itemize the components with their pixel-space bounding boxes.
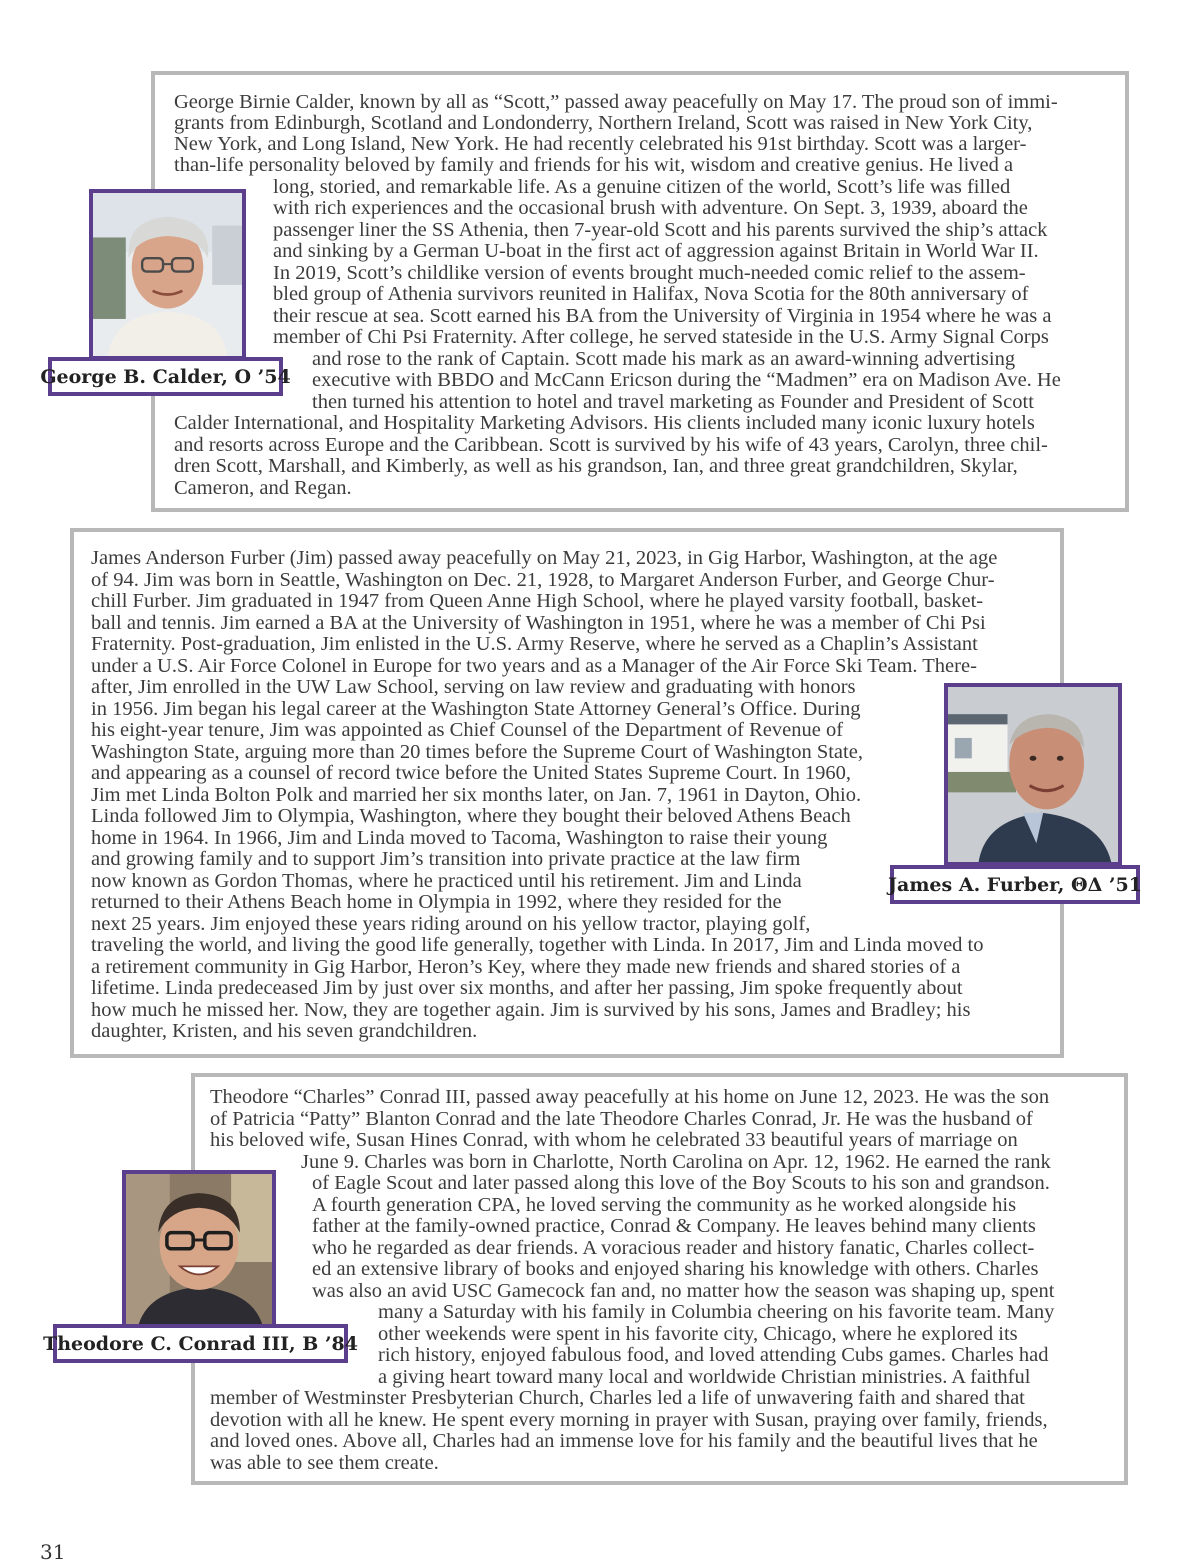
obituary-text-line: passenger liner the SS Athenia, then 7-year-old Scott and his parents survived the ship’s attack xyxy=(273,219,1048,241)
obituary-text-line: rich history, enjoyed fabulous food, and loved attending Cubs games. Charles had xyxy=(378,1344,1049,1366)
obituary-text-line: dren Scott, Marshall, and Kimberly, as well as his grandson, Ian, and three great grandchildren, Skylar, xyxy=(174,455,1018,477)
obituary-text-line: lifetime. Linda predeceased Jim by just over six months, and after her passing, Jim spoke frequently about xyxy=(91,977,963,999)
obituary-text-line: traveling the world, and living the good life generally, together with Linda. In 2017, Jim and Linda moved to xyxy=(91,934,984,956)
obituary-text-line: how much he missed her. Now, they are together again. Jim is survived by his sons, James and Bradley; his xyxy=(91,999,971,1021)
obituary-text-line: Calder International, and Hospitality Marketing Advisors. His clients included many iconic luxury hotels xyxy=(174,412,1035,434)
obituary-text-line: and loved ones. Above all, Charles had an immense love for his family and the beautiful lives that he xyxy=(210,1430,1038,1452)
obituary-text-line: a retirement community in Gig Harbor, Heron’s Key, where they made new friends and shared stories of a xyxy=(91,956,961,978)
portrait-photo-gray-haired-man-glasses xyxy=(93,193,242,356)
obituary-text-line: James Anderson Furber (Jim) passed away peacefully on May 21, 2023, in Gig Harbor, Washington, at the age xyxy=(91,547,998,569)
obituary-text-line: his beloved wife, Susan Hines Conrad, with whom he celebrated 33 beautiful years of marriage on xyxy=(210,1129,1018,1151)
portrait-photo-smiling-man-glasses xyxy=(126,1174,272,1328)
obituary-text-line: home in 1964. In 1966, Jim and Linda moved to Tacoma, Washington to raise their young xyxy=(91,827,828,849)
obituary-text-line: was able to see them create. xyxy=(210,1452,439,1474)
obituary-text-line: a giving heart toward many local and worldwide Christian ministries. A faithful xyxy=(378,1366,1031,1388)
obituary-text-line: Washington State, arguing more than 20 times before the Supreme Court of Washington State, xyxy=(91,741,863,763)
obituary-text-line: his eight-year tenure, Jim was appointed as Chief Counsel of the Department of Revenue of xyxy=(91,719,844,741)
obituary-text-line: devotion with all he knew. He spent every morning in prayer with Susan, praying over family, friends, xyxy=(210,1409,1048,1431)
obituary-text-line: under a U.S. Air Force Colonel in Europe for two years and as a Manager of the Air Force Ski Team. There- xyxy=(91,655,977,677)
obituary-text-line: of 94. Jim was born in Seattle, Washington on Dec. 21, 1928, to Margaret Anderson Furber, and George Chur- xyxy=(91,569,995,591)
obituary-text-line: member of Westminster Presbyterian Church, Charles led a life of unwavering faith and shared that xyxy=(210,1387,1025,1409)
obituary-text-line: and growing family and to support Jim’s transition into private practice at the law firm xyxy=(91,848,801,870)
obituary-text-line: father at the family-owned practice, Conrad & Company. He leaves behind many clients xyxy=(312,1215,1036,1237)
obituary-text-line: other weekends were spent in his favorite city, Chicago, where he explored its xyxy=(378,1323,1018,1345)
obituary-text-line: many a Saturday with his family in Columbia cheering on his favorite team. Many xyxy=(378,1301,1055,1323)
obituary-text-line: New York, and Long Island, New York. He had recently celebrated his 91st birthday. Scott was a larger- xyxy=(174,133,1027,155)
obituary-text-line: Cameron, and Regan. xyxy=(174,477,352,499)
obituary-text-line: ed an extensive library of books and enjoyed sharing his knowledge with others. Charles xyxy=(312,1258,1039,1280)
obituary-text-line: George Birnie Calder, known by all as “Scott,” passed away peacefully on May 17. The proud son of immi- xyxy=(174,91,1058,113)
obituary-text-line: executive with BBDO and McCann Ericson during the “Madmen” era on Madison Ave. He xyxy=(312,369,1061,391)
obituary-text-line: ball and tennis. Jim earned a BA at the University of Washington in 1951, where he was a member of Chi Psi xyxy=(91,612,986,634)
obituary-text-line: after, Jim enrolled in the UW Law School, serving on law review and graduating with honors xyxy=(91,676,856,698)
portrait-photo-furber xyxy=(944,683,1122,866)
obituary-text-line: and rose to the rank of Captain. Scott made his mark as an award-winning advertising xyxy=(312,348,1016,370)
obituary-text-line: June 9. Charles was born in Charlotte, North Carolina on Apr. 12, 1962. He earned the rank xyxy=(301,1151,1051,1173)
obituary-text-line: grants from Edinburgh, Scotland and Londonderry, Northern Ireland, Scott was raised in New York City, xyxy=(174,112,1033,134)
obituary-text-line: and resorts across Europe and the Caribbean. Scott is survived by his wife of 43 years, Carolyn, three chil- xyxy=(174,434,1048,456)
obituary-text-line: and sinking by a German U-boat in the first act of aggression against Britain in World War II. xyxy=(273,240,1039,262)
obituary-text-line: daughter, Kristen, and his seven grandchildren. xyxy=(91,1020,478,1042)
obituary-text-line: In 2019, Scott’s childlike version of events brought much-needed comic relief to the assem- xyxy=(273,262,1026,284)
portrait-photo-conrad xyxy=(122,1170,276,1332)
obituary-text-line: and appearing as a counsel of record twice before the United States Supreme Court. In 1960, xyxy=(91,762,851,784)
obituary-text-line: A fourth generation CPA, he loved serving the community as he worked alongside his xyxy=(312,1194,1017,1216)
portrait-photo-calder xyxy=(89,189,246,360)
obituary-text-line: long, storied, and remarkable life. As a genuine citizen of the world, Scott’s life was filled xyxy=(273,176,1011,198)
obituary-text-line: Jim met Linda Bolton Polk and married her six months later, on Jan. 7, 1961 in Dayton, Ohio. xyxy=(91,784,862,806)
page-number: 31 xyxy=(40,1540,66,1564)
obituary-text-line: of Patricia “Patty” Blanton Conrad and the late Theodore Charles Conrad, Jr. He was the husband of xyxy=(210,1108,1033,1130)
obituary-text-line: in 1956. Jim began his legal career at the Washington State Attorney General’s Office. During xyxy=(91,698,861,720)
obituary-text-line: member of Chi Psi Fraternity. After college, he served stateside in the U.S. Army Signal Corps xyxy=(273,326,1049,348)
portrait-photo-smiling-older-man xyxy=(948,687,1118,862)
obituary-text-line: chill Furber. Jim graduated in 1947 from Queen Anne High School, where he played varsity football, basket- xyxy=(91,590,984,612)
obituary-text-line: who he regarded as dear friends. A voracious reader and history fanatic, Charles collect- xyxy=(312,1237,1035,1259)
obituary-text-line: Linda followed Jim to Olympia, Washington, where they bought their beloved Athens Beach xyxy=(91,805,851,827)
obituary-text-line: next 25 years. Jim enjoyed these years riding around on his yellow tractor, playing golf, xyxy=(91,913,811,935)
obituary-text-line: Theodore “Charles” Conrad III, passed away peacefully at his home on June 12, 2023. He was the son xyxy=(210,1086,1050,1108)
obituary-text-line: was also an avid USC Gamecock fan and, no matter how the season was shaping up, spent xyxy=(312,1280,1055,1302)
obituary-text-line: then turned his attention to hotel and travel marketing as Founder and President of Scott xyxy=(312,391,1034,413)
obituary-text-line: of Eagle Scout and later passed along this love of the Boy Scouts to his son and grandson. xyxy=(312,1172,1050,1194)
photo-caption-calder: George B. Calder, O ’54 xyxy=(48,357,283,396)
obituary-text-line: than-life personality beloved by family and friends for his wit, wisdom and creative genius. He lived a xyxy=(174,154,1014,176)
photo-caption-furber: James A. Furber, ΘΔ ’51 xyxy=(890,865,1140,904)
obituary-text-line: now known as Gordon Thomas, where he practiced until his retirement. Jim and Linda xyxy=(91,870,802,892)
obituary-text-line: with rich experiences and the occasional brush with adventure. On Sept. 3, 1939, aboard the xyxy=(273,197,1028,219)
obituary-text-line: Fraternity. Post-graduation, Jim enlisted in the U.S. Army Reserve, where he served as a Chaplin’s Assistant xyxy=(91,633,978,655)
obituary-text-line: bled group of Athenia survivors reunited in Halifax, Nova Scotia for the 80th anniversary of xyxy=(273,283,1029,305)
obituary-text-line: returned to their Athens Beach home in Olympia in 1992, where they resided for the xyxy=(91,891,782,913)
obituary-text-line: their rescue at sea. Scott earned his BA from the University of Virginia in 1954 where he was a xyxy=(273,305,1052,327)
photo-caption-conrad: Theodore C. Conrad III, B ’84 xyxy=(53,1324,348,1363)
